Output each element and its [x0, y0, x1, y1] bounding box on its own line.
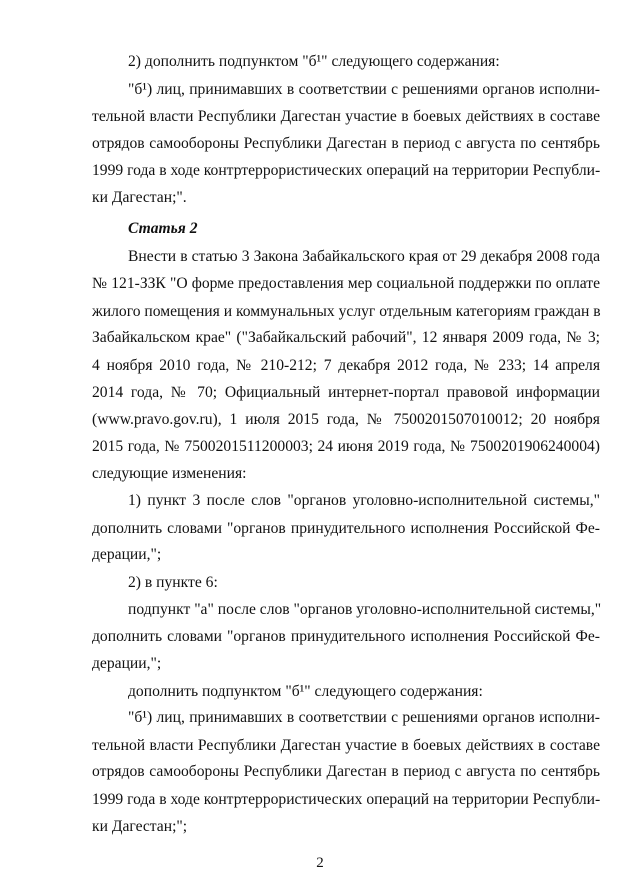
text-line: дерации,";: [92, 654, 162, 672]
text-line: (www.pravo.gov.ru), 1 июля 2015 года, № 7500201507010012; 20 ноября: [92, 411, 600, 429]
text-line: 2015 года, № 7500201511200003; 24 июня 2019 года, № 7500201906240004): [92, 437, 600, 455]
text-line: дерации,";: [92, 546, 162, 564]
text-line: дополнить словами "органов принудительного исполнения Российской Фе-: [92, 519, 600, 537]
article-heading: Статья 2: [128, 219, 198, 237]
text-line: 1999 года в ходе контртеррористических операций на территории Республи-: [92, 791, 601, 809]
text-line: подпункт "а" после слов "органов уголовно-исполнительной системы,": [128, 600, 602, 618]
text-line: № 121-ЗЗК "О форме предоставления мер социальной поддержки по оплате: [92, 275, 600, 293]
text-line: 4 ноября 2010 года, № 210-212; 7 декабря 2012 года, № 233; 14 апреля: [92, 356, 600, 374]
text-line: 2014 года, № 70; Официальный интернет-портал правовой информации: [92, 383, 600, 401]
text-line: следующие изменения:: [92, 465, 247, 483]
text-line: 2) дополнить подпунктом "б¹" следующего содержания:: [128, 53, 500, 71]
text-line: дополнить подпунктом "б¹" следующего содержания:: [128, 682, 483, 700]
text-line: отрядов самообороны Республики Дагестан в период с августа по сентябрь: [92, 135, 600, 153]
text-line: ки Дагестан;";: [92, 817, 188, 835]
text-line: 1) пункт 3 после слов "органов уголовно-исполнительной системы,": [128, 492, 600, 510]
text-line: 2) в пункте 6:: [128, 574, 218, 591]
text-line: Забайкальском крае" ("Забайкальский рабочий", 12 января 2009 года, № 3;: [92, 329, 600, 347]
text-line: "б¹) лиц, принимавших в соответствии с решениями органов исполни-: [128, 709, 600, 727]
text-line: тельной власти Республики Дагестан участие в боевых действиях в составе: [92, 736, 600, 754]
text-line: отрядов самообороны Республики Дагестан в период с августа по сентябрь: [92, 763, 600, 781]
text-line: жилого помещения и коммунальных услуг отдельным категориям граждан в: [92, 302, 601, 320]
text-line: ки Дагестан;".: [92, 189, 187, 207]
text-line: Внести в статью 3 Закона Забайкальского края от 29 декабря 2008 года: [128, 248, 600, 266]
text-line: 1999 года в ходе контртеррористических операций на территории Республи-: [92, 161, 601, 179]
text-line: дополнить словами "органов принудительного исполнения Российской Фе-: [92, 628, 600, 646]
page-number: 2: [316, 855, 324, 871]
text-line: "б¹) лиц, принимавших в соответствии с решениями органов исполни-: [128, 80, 600, 98]
text-line: тельной власти Республики Дагестан участие в боевых действиях в составе: [92, 107, 600, 125]
